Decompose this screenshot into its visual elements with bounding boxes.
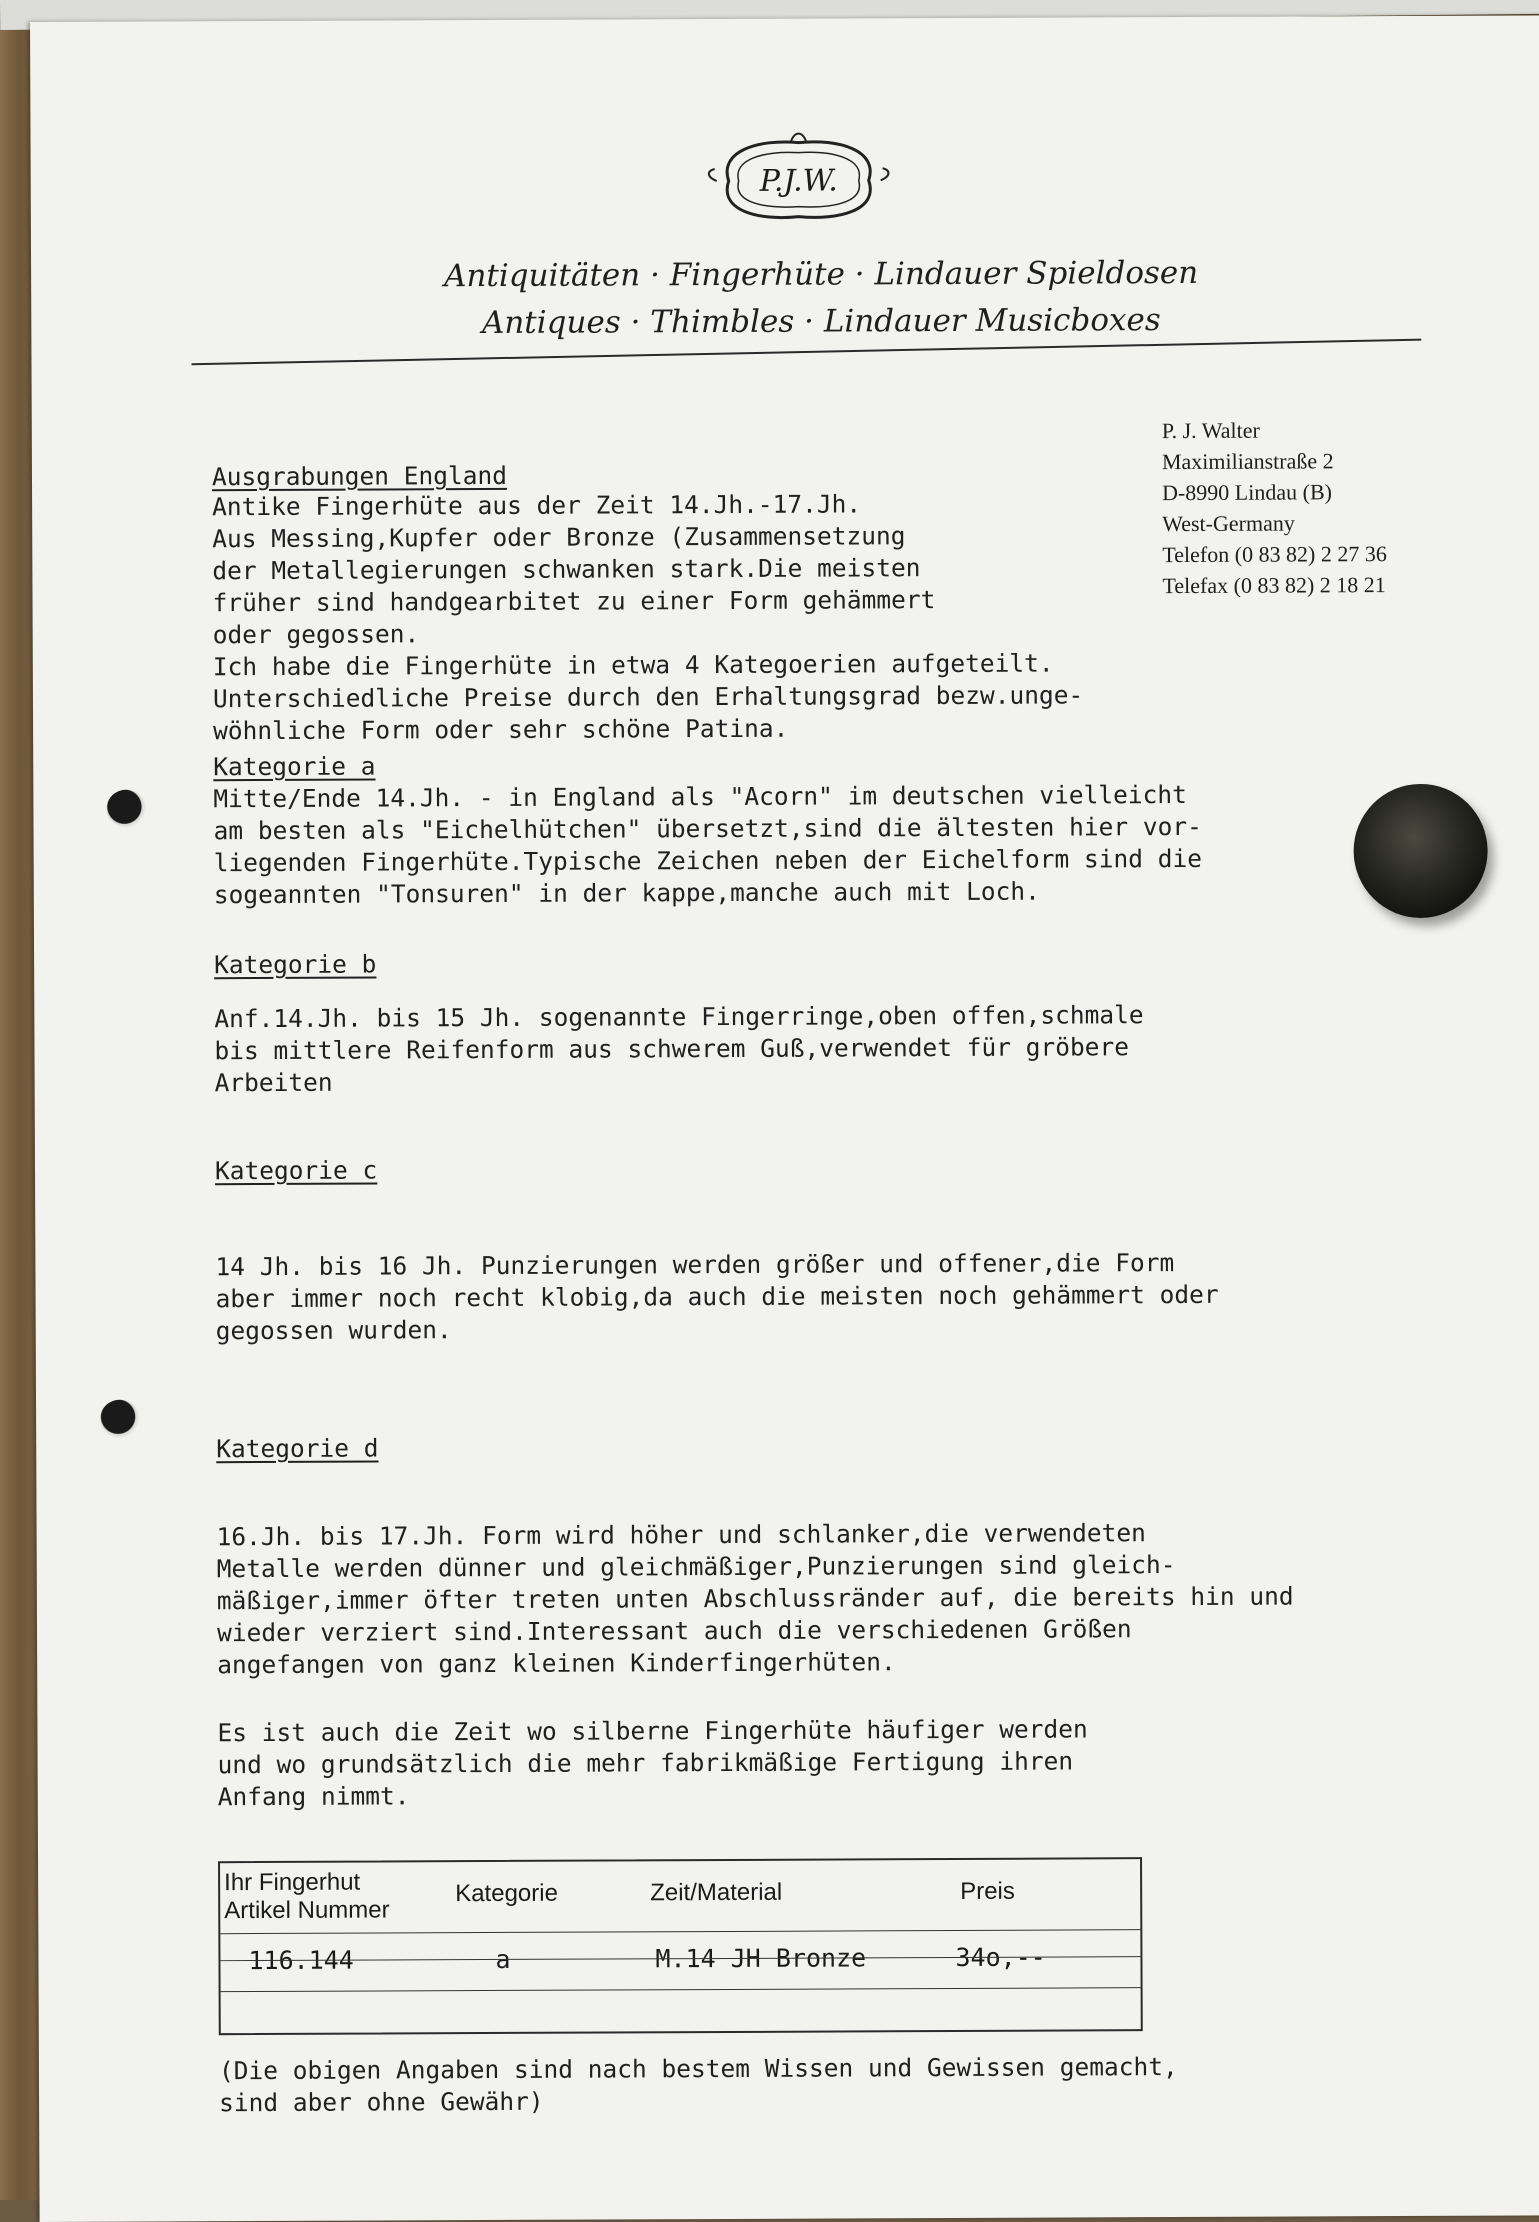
punch-hole (100, 1400, 140, 1438)
punch-hole (106, 789, 146, 827)
table-cell-artikel: 116.144 (248, 1945, 354, 1976)
pjw-monogram-logo (698, 120, 898, 231)
category-d-heading: Kategorie d (216, 1433, 379, 1464)
intro-heading: Ausgrabungen England (211, 460, 508, 492)
monogram-text: P.J.W. (759, 163, 838, 199)
document-page (30, 15, 1539, 2222)
category-b-text: Anf.14.Jh. bis 15 Jh. sogenannte Fingerringe,oben offen,schmale bis mittlere Reifenform aus schwerem Guß,verwendet für gröbere Arbeiten (214, 1000, 1144, 1098)
table-rule (221, 1987, 1141, 1992)
address-line: P. J. Walter (1161, 417, 1260, 444)
disclaimer: (Die obigen Angaben sind nach bestem Wissen und Gewissen gemacht, sind aber ohne Gewähr) (218, 2052, 1178, 2118)
letterhead-tagline-english: Antiques · Thimbles · Lindauer Musicboxes (481, 302, 1161, 342)
letterhead-divider (191, 339, 1421, 366)
address-line: Telefax (0 83 82) 2 18 21 (1162, 572, 1386, 599)
table-header-kategorie: Kategorie (455, 1879, 558, 1908)
address-line: Telefon (0 83 82) 2 27 36 (1162, 541, 1387, 568)
table-rule (220, 1929, 1140, 1934)
intro-text: Antike Fingerhüte aus der Zeit 14.Jh.-17.Jh. Aus Messing,Kupfer oder Bronze (Zusammensetzung der Metallegierungen schwanken stark.Die meisten früher sind handgearbitet zu einer Form gehämmert oder gegossen. Ich habe die Fingerhüte in etwa 4 Kategoerien aufgeteilt. Unterschiedliche Preise durch den Erhaltungsgrad bezw.unge- wöhnliche Form oder sehr schöne Patina. (212, 489, 1084, 746)
category-a-heading: Kategorie a (213, 751, 376, 782)
table-cell-zeit: M.14 JH Bronze (655, 1943, 867, 1974)
closing-paragraph: Es ist auch die Zeit wo silberne Fingerhüte häufiger werden und wo grundsätzlich die mehr fabrikmäßige Fertigung ihren Anfang nimmt. (217, 1714, 1088, 1812)
table-cell-preis: 34o,-- (955, 1942, 1046, 1972)
category-d-text: 16.Jh. bis 17.Jh. Form wird höher und schlanker,die verwendeten Metalle werden dünner und gleichmäßiger,Punzierungen sind gleich- mäßiger,immer öfter treten unten Abschlussränder auf, die bereits hin und wieder verziert sind.Interessant auch die verschiedenen Größen angefangen von ganz kleinen Kinderfingerhüten. (216, 1518, 1294, 1680)
category-c-text: 14 Jh. bis 16 Jh. Punzierungen werden größer und offener,die Form aber immer noch recht klobig,da auch die meisten noch gehämmert oder gegossen wurden. (215, 1248, 1219, 1346)
price-table (218, 1857, 1143, 2035)
address-line: D-8990 Lindau (B) (1162, 479, 1332, 506)
table-header-preis: Preis (960, 1877, 1015, 1905)
category-b-heading: Kategorie b (214, 949, 377, 980)
category-a-text: Mitte/Ende 14.Jh. - in England als "Acorn" im deutschen vielleicht am besten als "Eichelhütchen" übersetzt,sind die ältesten hier vor- liegenden Fingerhüte.Typische Zeichen neben der Eichelform sind die sogeannten "Tonsuren" in der kappe,manche auch mit Loch. (213, 779, 1203, 910)
sender-address (1162, 414, 1387, 601)
address-line: Maximilianstraße 2 (1161, 448, 1334, 475)
address-line: West-Germany (1162, 510, 1295, 537)
table-header-artikel: Ihr Fingerhut Artikel Nummer (224, 1868, 390, 1925)
table-header-zeit: Zeit/Material (650, 1878, 783, 1907)
category-c-heading: Kategorie c (214, 1155, 378, 1186)
thimble-object (1353, 784, 1488, 919)
letterhead-tagline-german: Antiquitäten · Fingerhüte · Lindauer Spieldosen (443, 254, 1199, 295)
table-cell-kategorie: a (495, 1944, 511, 1974)
